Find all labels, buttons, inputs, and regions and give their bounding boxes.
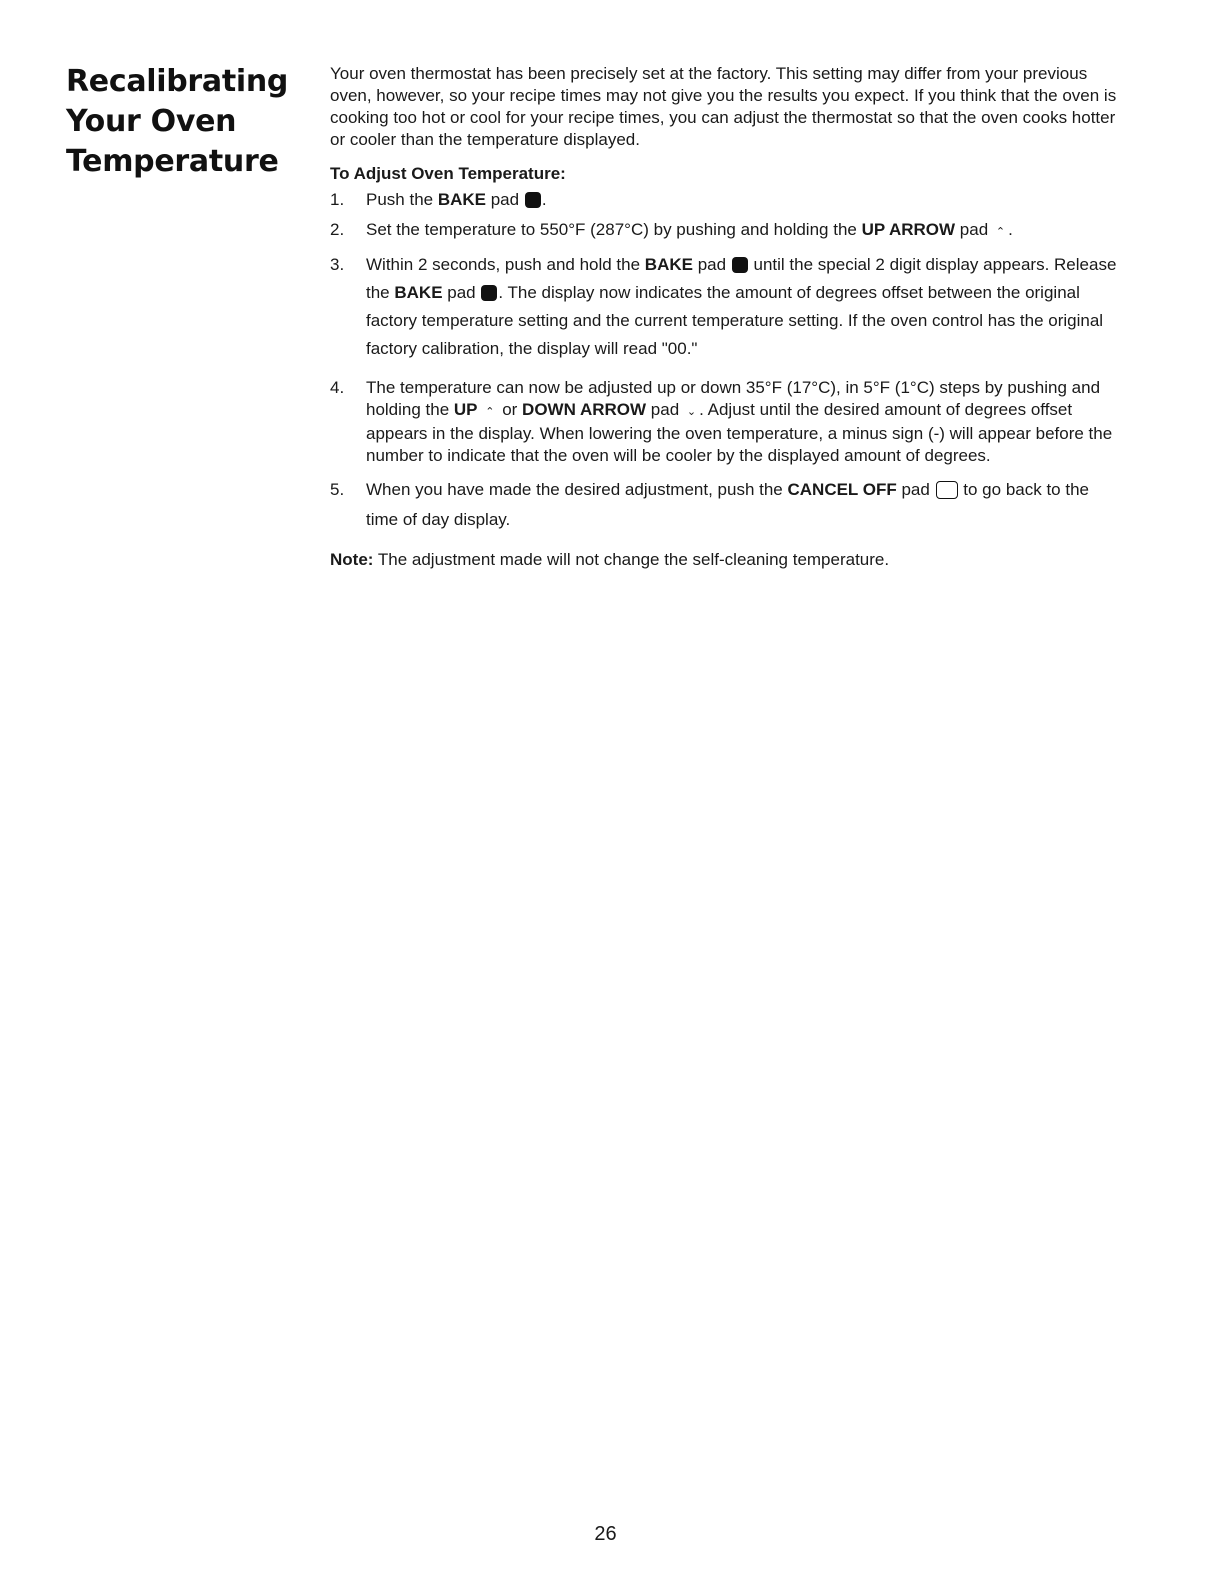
step-text: pad xyxy=(896,480,930,499)
step-number: 2. xyxy=(330,220,345,239)
up-arrow-icon: ⌃ xyxy=(485,406,495,418)
bake-pad-icon xyxy=(481,285,497,301)
step-text: to go back to the time of day display. xyxy=(366,480,1089,529)
step-text: pad xyxy=(692,255,727,274)
cancel-off-pad-icon xyxy=(936,481,958,499)
down-arrow-icon: ⌄ xyxy=(686,406,697,418)
step-text: until the special 2 digit display appears. Release the xyxy=(366,255,1117,302)
step-text: pad xyxy=(955,220,989,239)
step-bold: CANCEL OFF xyxy=(787,480,897,499)
bake-pad-icon xyxy=(732,257,748,273)
step-text: . Adjust until the desired amount of degrees offset appears in the display. When lowering the oven temperature, a minus sign (-) will appear before the number to indicate that the oven will be cooler by the displayed amount of degrees. xyxy=(366,400,1113,465)
step-text: or xyxy=(497,400,523,419)
step-1 xyxy=(330,189,1120,211)
title-line-2: Your Oven xyxy=(66,104,237,139)
step-text: pad xyxy=(486,190,520,209)
step-4 xyxy=(330,377,1120,467)
bake-pad-icon xyxy=(525,192,541,208)
step-text: pad xyxy=(646,400,680,419)
subheading: To Adjust Oven Temperature: xyxy=(330,164,566,183)
step-text: . xyxy=(541,190,547,209)
up-arrow-icon: ⌃ xyxy=(995,226,1006,238)
step-bold: BAKE xyxy=(644,255,693,274)
note-text: The adjustment made will not change the self-cleaning temperature. xyxy=(373,550,890,569)
step-bold: BAKE xyxy=(437,190,486,209)
step-2 xyxy=(330,219,1120,243)
step-3 xyxy=(330,251,1120,363)
page-number: 26 xyxy=(594,1523,617,1545)
intro-paragraph: Your oven thermostat has been precisely set at the factory. This setting may differ from your previous oven, however, so your recipe times may not give you the results you expect. If you think that the oven is cooking too hot or cool for your recipe times, you can adjust the thermostat so that the oven cooks hotter or cooler than the temperature displayed. xyxy=(330,64,1117,149)
step-5 xyxy=(330,475,1120,535)
step-number: 1. xyxy=(330,190,345,209)
section-title xyxy=(66,62,306,182)
note-label: Note: xyxy=(330,550,374,569)
step-text: . The display now indicates the amount of degrees offset between the original factory temperature setting and the current temperature setting. If the oven control has the original factory calibration, the display will read "00." xyxy=(366,283,1104,358)
step-text: When you have made the desired adjustment, push the xyxy=(366,480,788,499)
step-text: The temperature can now be adjusted up or down 35°F (17°C), in 5°F (1°C) steps by pushing and holding the xyxy=(366,378,1101,419)
step-number: 5. xyxy=(330,480,345,499)
steps-list xyxy=(330,189,1120,535)
step-text: . xyxy=(1008,220,1013,239)
body-content xyxy=(330,63,1120,588)
title-line-1: Recalibrating xyxy=(66,64,289,99)
step-bold: UP ARROW xyxy=(861,220,956,239)
step-bold: DOWN ARROW xyxy=(522,400,647,419)
step-text: Set the temperature to 550°F (287°C) by pushing and holding the xyxy=(366,220,862,239)
step-text: pad xyxy=(442,283,476,302)
title-line-3: Temperature xyxy=(66,144,279,179)
note-paragraph xyxy=(330,549,1120,571)
step-text: Push the xyxy=(366,190,438,209)
step-number: 3. xyxy=(330,255,345,274)
step-bold: UP xyxy=(453,400,478,419)
step-text: Within 2 seconds, push and hold the xyxy=(366,255,645,274)
step-bold: BAKE xyxy=(394,283,443,302)
step-number: 4. xyxy=(330,378,345,397)
